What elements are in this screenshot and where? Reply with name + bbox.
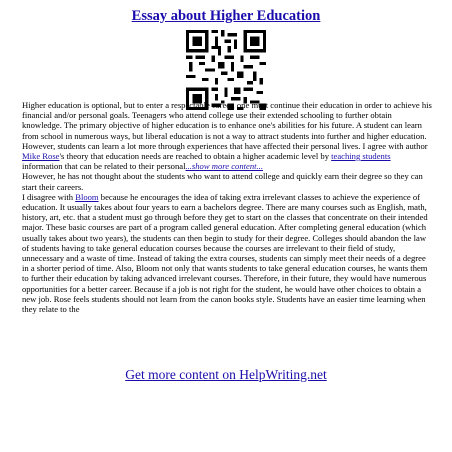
essay-paragraph-3: I disagree with Bloom because he encourages the idea of taking extra irrelevant classes to achieve the experience of education. It usually takes about four years to earn a bachelors degree. There are many courses such as English, math, history, art, etc. that a student must go through before they get to start on the classes that concentrate on their intended major. These basic courses are part of a program called general education. After completing general education (which usually takes about two years), the students can then begin to study for their degree. Colleges should abandon the law of students having to take general education courses because the courses are irrelevant to their field of study, unnecessary and a waste of time. Instead of taking the extra courses, students can simply meet their needs of a degree in a shorter period of time. Also, Bloom not only that wants students to take general education courses, he wants them to further their education by taking advanced irrelevant courses. Therefore, in their future, they would have numerous opportunities for a better career. Because if a job is not right for the student, he would have other choices to obtain a new job. Rose feels students should not learn from the canon books style. Students have an easier time learning when they relate to the: [22, 191, 428, 315]
page-title[interactable]: Essay about Higher Education: [131, 8, 321, 24]
get-more-content-link[interactable]: Get more content on HelpWriting.net: [125, 367, 327, 382]
essay-body: [22, 100, 432, 314]
link-teaching-students[interactable]: teaching students: [331, 151, 391, 162]
essay-paragraph-2: However, he has not thought about the students who want to attend college and quickly earn their degree so they can start their careers.: [22, 171, 423, 192]
link-bloom[interactable]: Bloom: [75, 191, 99, 202]
link-mike-rose[interactable]: Mike Rose: [22, 151, 60, 162]
show-more-link[interactable]: ...show more content...: [185, 161, 263, 172]
qr-code-icon: [186, 30, 266, 110]
essay-paragraph-1: Higher education is optional, but to enter a respectable career, one must continue their education in order to achieve his financial and/or personal goals. Teenagers who attend college use their extended schooling to further obtain knowledge. The primary objective of higher education is to enhance one's abilities for his future. A student can learn from school in numerous ways, but liberal education is not a way to attract students into further and higher education. However, students can learn a lot more through experiences that have affected their personal lives. I agree with author Mike Rose's theory that education needs are reached to obtain a higher academic level by teaching students information that can be related to their personal...show more content...: [22, 100, 432, 172]
